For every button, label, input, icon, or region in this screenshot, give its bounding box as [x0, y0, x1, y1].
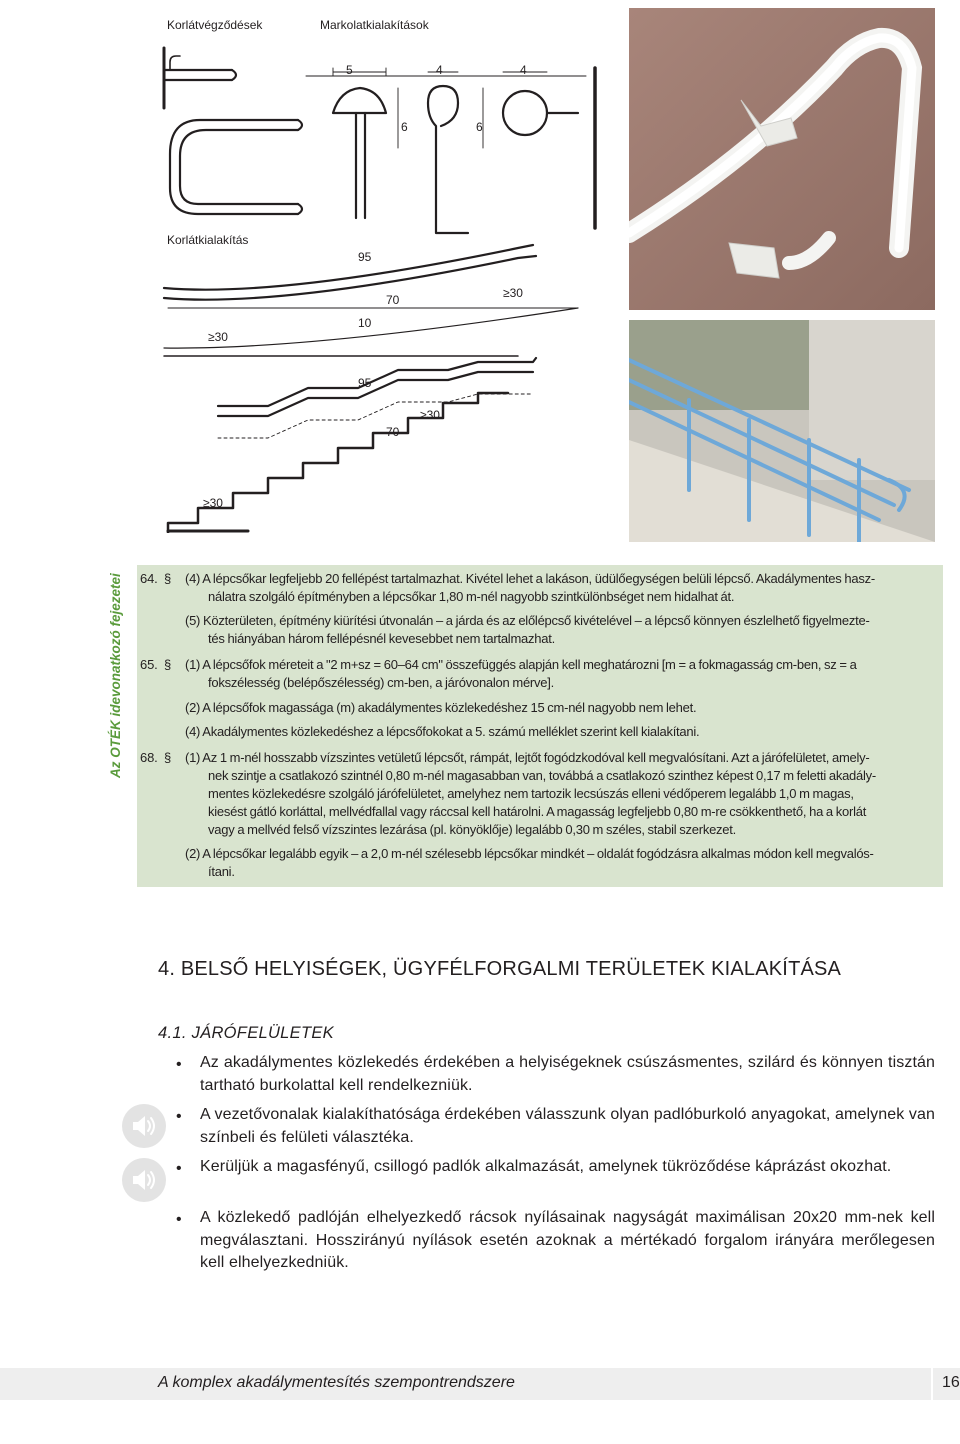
dim-label: 70: [386, 293, 400, 307]
bullet-item: A vezetővonalak kialakíthatósága érdekében válasszunk olyan padlóburkoló anyagokat, amelynek van színbeli és felületi választéka.: [200, 1106, 935, 1146]
label-railing-design: Korlátkialakítás: [167, 233, 249, 247]
dim-label: 4: [436, 63, 443, 77]
sidebar-chapter-title: [102, 570, 130, 780]
dim-label: 95: [358, 250, 372, 264]
regulation-68-p1-line3: mentes közlekedésre szolgáló járófelületet, amelyhez nem tartozik lecsúszás elleni védőperem legalább 1,0 m magas,: [208, 786, 854, 801]
section-mark: §: [164, 571, 172, 586]
bullet-item: Kerüljük a magasfényű, csillogó padlók alkalmazását, amelynek tükröződése káprázást okozhat.: [200, 1158, 892, 1175]
dim-label: ≥30: [208, 330, 228, 344]
ramp-photo-image: [629, 320, 935, 542]
dim-label: ≥30: [503, 286, 523, 300]
regulation-68-p2-line2: ítani.: [208, 864, 235, 879]
regulation-number: 65.: [140, 657, 158, 672]
bullet-item: A közlekedő padlóján elhelyezkedő rácsok nyílásainak nagyságát maximálisan 20x20 mm-nek kell megválasztani. Hosszirányú nyílások esetén azoknak a mértékadó forgalom irányára merőlegesen kell elhelyezkedniük.: [200, 1209, 935, 1271]
regulation-65-p1-line2: fokszélesség (belépőszélesség) cm-ben, a járóvonalon mérve].: [208, 675, 554, 690]
regulation-64-p5-line2: tés hiányában három fellépésnél kevesebbet nem tartalmazhat.: [208, 631, 555, 646]
handrail-photo: [629, 8, 935, 310]
bullet-item: Az akadálymentes közlekedés érdekében a helyiségeknek csúszásmentes, szilárd és könnyen tisztán tartható burkolattal kell rendelkezniük.: [200, 1054, 935, 1094]
regulation-68-p1-line2: nek szintje a csatlakozó szintnél 0,80 m-nél magasabban van, továbbá a csatlakozó szinthez képest 0,17 m feletti akadály-: [208, 768, 876, 783]
dim-label: 6: [476, 120, 483, 134]
regulation-68-p2-line1: (2) A lépcsőkar legalább egyik – a 2,0 m-nél szélesebb lépcsőkar mindkét – oldalát fogódzásra alkalmas módon kell megvalós-: [185, 846, 874, 861]
handrail-photo-image: [629, 8, 935, 310]
regulation-65-p4: (4) Akadálymentes közlekedéshez a lépcsőfokokat a 5. számú melléklet szerint kell kialakítani.: [185, 724, 700, 739]
dim-label: ≥30: [203, 496, 223, 510]
bullet-mark: •: [176, 1160, 182, 1177]
dim-label: 70: [386, 425, 400, 439]
drawing-lines: [158, 8, 608, 533]
regulation-number: 64.: [140, 571, 158, 586]
regulation-64-p4-line1: (4) A lépcsőkar legfeljebb 20 fellépést tartalmazhat. Kivétel lehet a lakáson, üdülőegységen belüli lépcső. Akadálymentes hasz-: [185, 571, 875, 586]
section-title: 4.1. JÁRÓFELÜLETEK: [158, 1024, 334, 1042]
regulation-65-p1-line1: (1) A lépcsőfok méreteit a "2 m+sz = 60–64 cm" összefüggés alapján kell meghatározni [m = a fokmagasság cm-ben, sz = a: [185, 657, 857, 672]
regulation-68-p1-line5: vagy a mellvéd felső vízszintes lezárása (pl. könyöklője) legalább 0,30 m széles, stabil szerkezet.: [208, 822, 737, 837]
railing-drawings: [158, 8, 608, 533]
regulation-65-p2: (2) A lépcsőfok magassága (m) akadálymentes közlekedéshez 15 cm-nél nagyobb nem lehet.: [185, 700, 697, 715]
speaker-icon: [122, 1104, 166, 1148]
ramp-photo: [629, 320, 935, 542]
dim-label: 95: [358, 376, 372, 390]
bullet-mark: •: [176, 1211, 182, 1228]
label-railing-endings: Korlátvégződések: [167, 18, 263, 32]
regulation-number: 68.: [140, 750, 158, 765]
speaker-icon: [122, 1158, 166, 1202]
footer-title: A komplex akadálymentesítés szempontrendszere: [158, 1374, 515, 1391]
footer-separator: [931, 1368, 933, 1400]
dim-label: ≥30: [420, 408, 440, 422]
section-mark: §: [164, 657, 172, 672]
dim-label: 6: [401, 120, 408, 134]
regulation-64-p5-line1: (5) Közterületen, építmény kiürítési útvonalán – a járda és az előlépcső kivételével – a lépcső könnyen észlelhető figyelmezte-: [185, 613, 870, 628]
regulation-64-p4-line2: nálatra szolgáló építményben a lépcsőkar 1,80 m-nél nagyobb szintkülönbséget nem hidalhat át.: [208, 589, 735, 604]
regulation-68-p1-line1: (1) Az 1 m-nél hosszabb vízszintes vetületű lépcsőt, rámpát, lejtőt fogódzkodóval kell megvalósítani. Azt a járófelületet, amely-: [185, 750, 870, 765]
dim-label: 5: [346, 63, 353, 77]
dim-label: 10: [358, 316, 372, 330]
page-number: 16: [942, 1374, 960, 1391]
chapter-title: 4. BELSŐ HELYISÉGEK, ÜGYFÉLFORGALMI TERÜLETEK KIALAKÍTÁSA: [158, 958, 842, 980]
sidebar-chapter-title-text: Az OTÉK idevonatkozó fejezetei: [108, 573, 123, 778]
section-mark: §: [164, 750, 172, 765]
regulation-68-p1-line4: kiesést gátló korláttal, mellvédfallal vagy ráccsal kell határolni. A magasság legfeljebb 0,80 m-re csökkenthető, ha a korlát: [208, 804, 867, 819]
dim-label: 4: [520, 63, 527, 77]
label-grip-shapes: Markolatkialakítások: [320, 18, 429, 32]
bullet-mark: •: [176, 1056, 182, 1073]
bullet-mark: •: [176, 1108, 182, 1125]
